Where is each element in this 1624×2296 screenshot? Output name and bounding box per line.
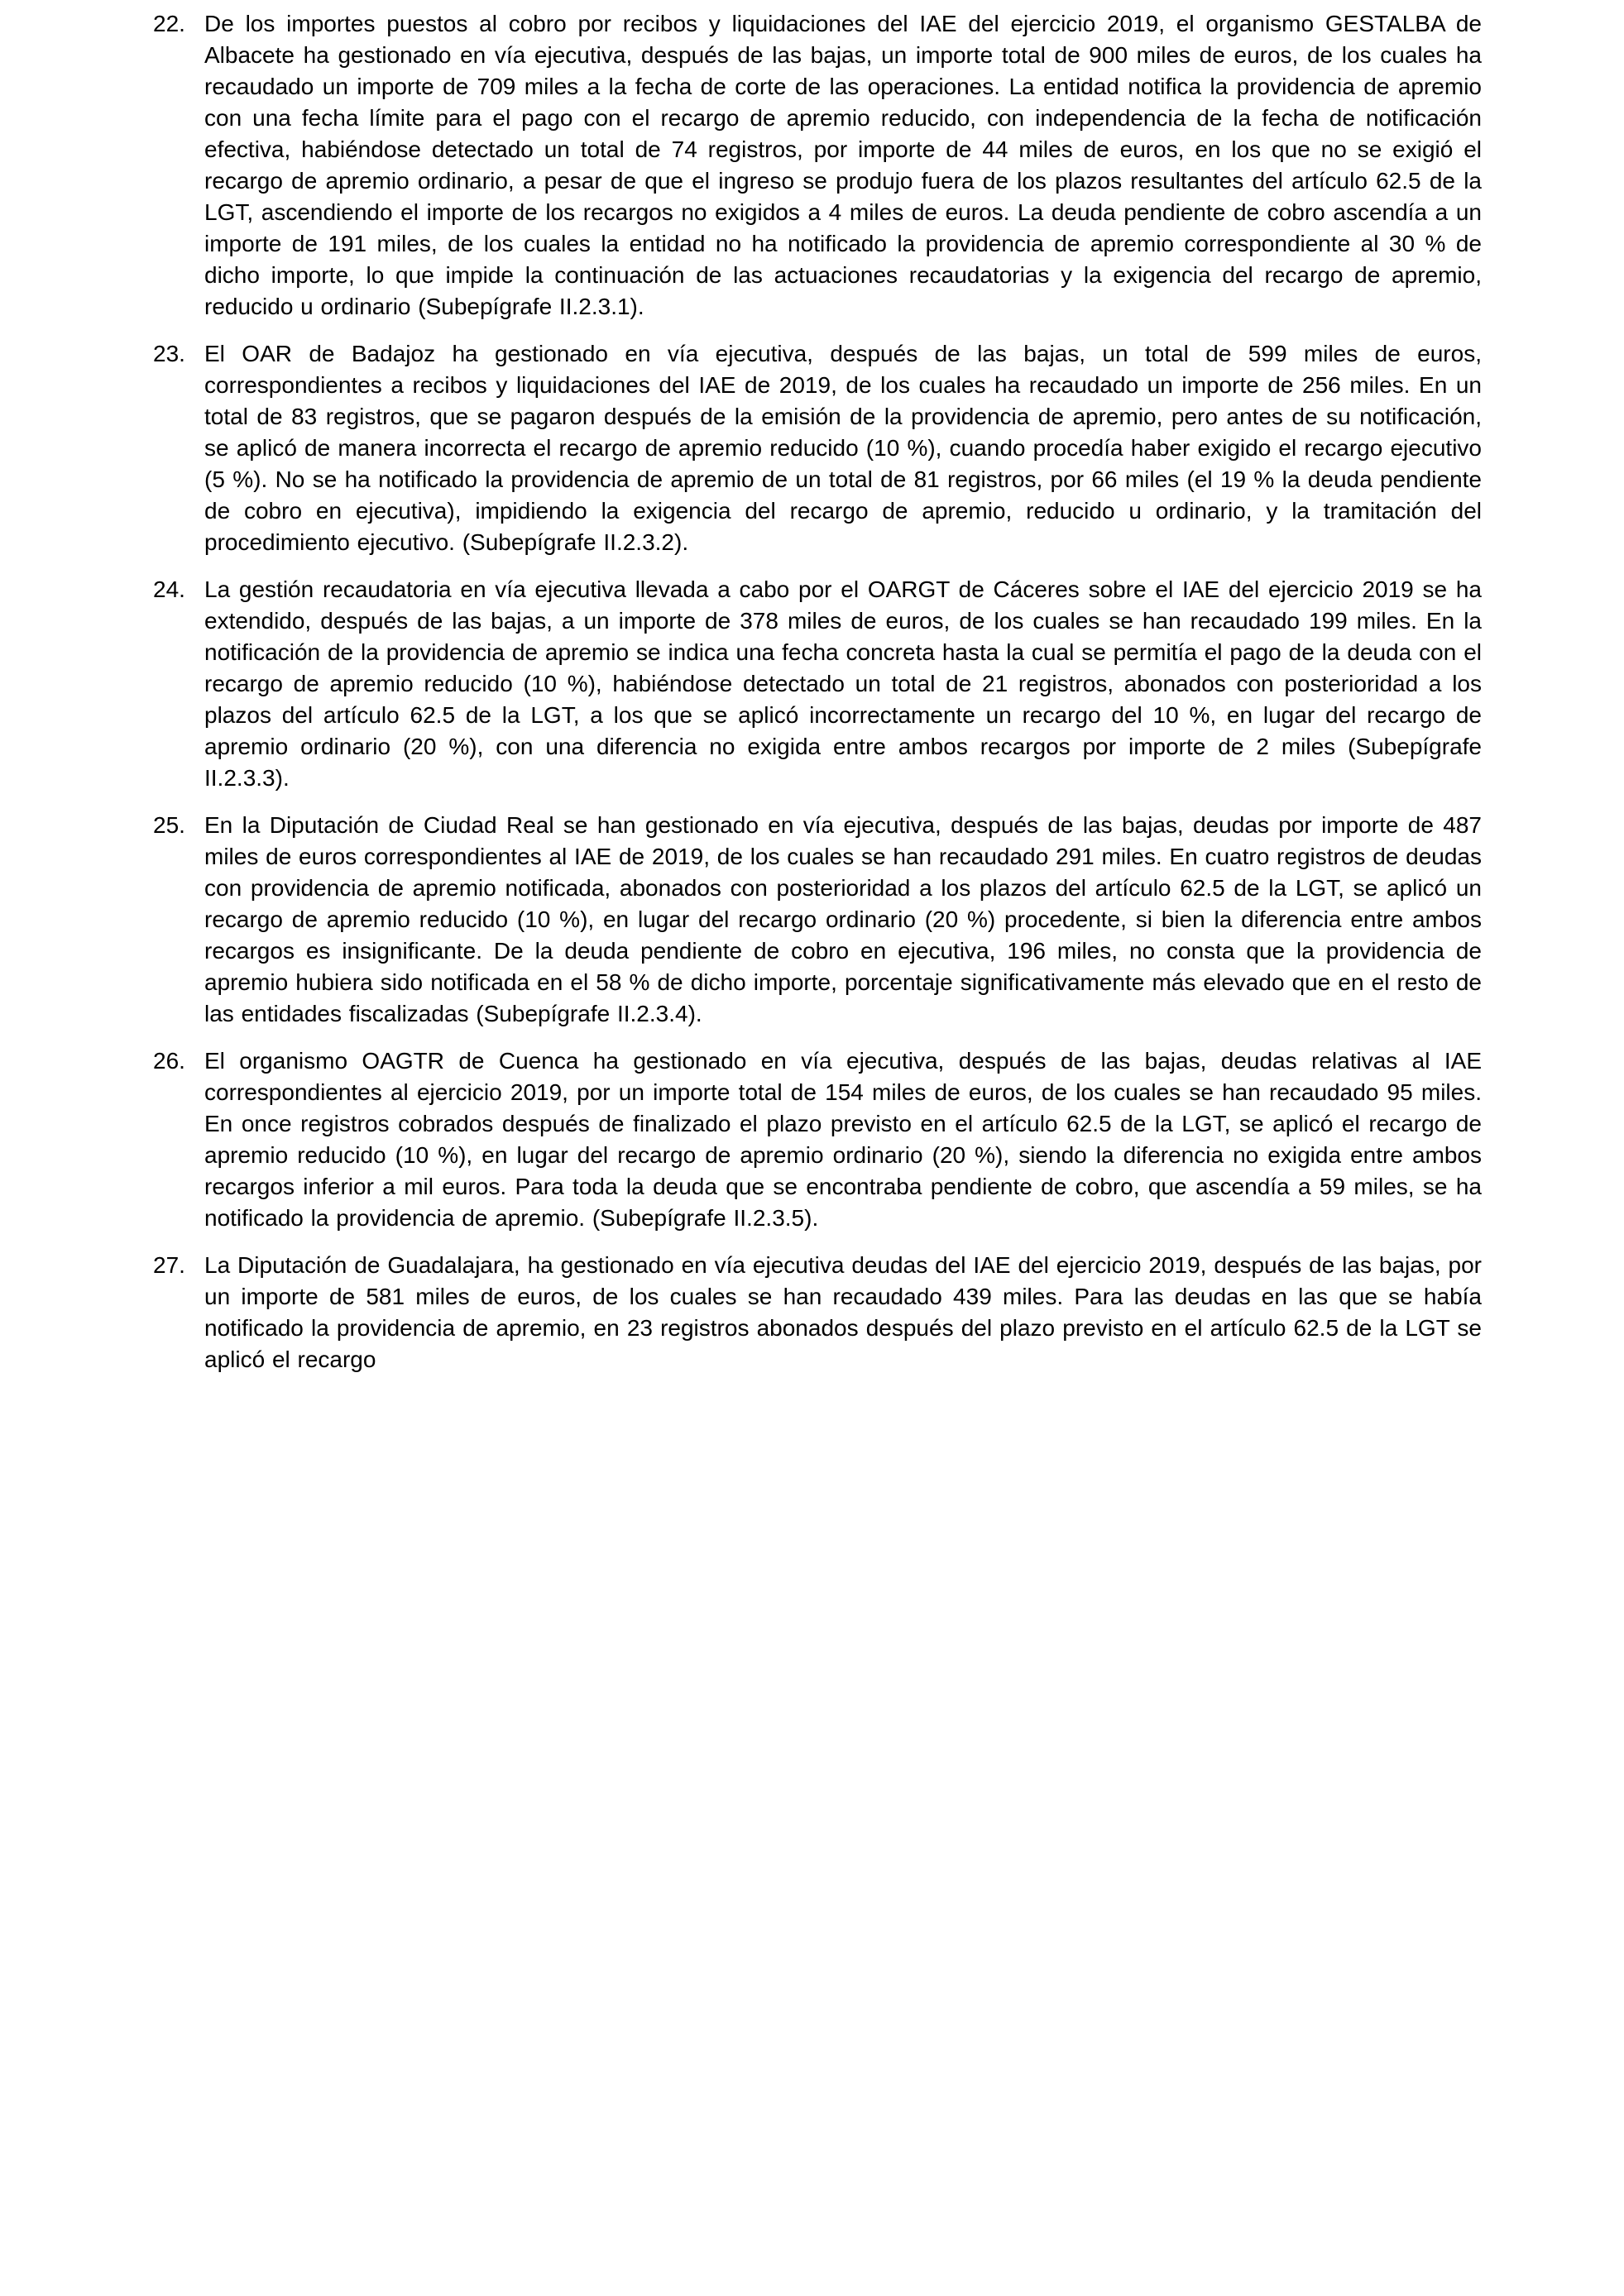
list-item: [153, 338, 1482, 558]
item-number: 24.: [153, 576, 185, 602]
list-item: [153, 1250, 1482, 1375]
item-text: La Diputación de Guadalajara, ha gestionado en vía ejecutiva deudas del IAE del ejercicio 2019, después de las bajas, por un importe de 581 miles de euros, de los cuales se han recaudado 439 miles. Para las deudas en las que se había notificado la providencia de apremio, en 23 registros abonados después del plazo previsto en el artículo 62.5 de la LGT se aplicó el recargo: [204, 1252, 1482, 1372]
item-number: 25.: [153, 812, 185, 838]
item-text: En la Diputación de Ciudad Real se han gestionado en vía ejecutiva, después de las bajas, deudas por importe de 487 miles de euros correspondientes al IAE de 2019, de los cuales se han recaudado 291 miles. En cuatro registros de deudas con providencia de apremio notificada, abonados con posterioridad a los plazos del artículo 62.5 de la LGT, se aplicó un recargo de apremio reducido (10 %), en lugar del recargo ordinario (20 %) procedente, si bien la diferencia entre ambos recargos es insignificante. De la deuda pendiente de cobro en ejecutiva, 196 miles, no consta que la providencia de apremio hubiera sido notificada en el 58 % de dicho importe, porcentaje significativamente más elevado que en el resto de las entidades fiscalizadas (Subepígrafe II.2.3.4).: [204, 812, 1482, 1026]
item-text: La gestión recaudatoria en vía ejecutiva llevada a cabo por el OARGT de Cáceres sobre el IAE del ejercicio 2019 se ha extendido, después de las bajas, a un importe de 378 miles de euros, de los cuales se han recaudado 199 miles. En la notificación de la providencia de apremio se indica una fecha concreta hasta la cual se permitía el pago de la deuda con el recargo de apremio reducido (10 %), habiéndose detectado un total de 21 registros, abonados con posterioridad a los plazos del artículo 62.5 de la LGT, a los que se aplicó incorrectamente un recargo del 10 %, en lugar del recargo de apremio ordinario (20 %), con una diferencia no exigida entre ambos recargos por importe de 2 miles (Subepígrafe II.2.3.3).: [204, 576, 1482, 791]
list-item: [153, 8, 1482, 323]
item-number: 23.: [153, 341, 185, 366]
numbered-list: [153, 8, 1482, 1375]
list-item: [153, 574, 1482, 794]
item-number: 27.: [153, 1252, 185, 1278]
item-text: El OAR de Badajoz ha gestionado en vía ejecutiva, después de las bajas, un total de 599 miles de euros, correspondientes a recibos y liquidaciones del IAE de 2019, de los cuales ha recaudado un importe de 256 miles. En un total de 83 registros, que se pagaron después de la emisión de la providencia de apremio, pero antes de su notificación, se aplicó de manera incorrecta el recargo de apremio reducido (10 %), cuando procedía haber exigido el recargo ejecutivo (5 %). No se ha notificado la providencia de apremio de un total de 81 registros, por 66 miles (el 19 % la deuda pendiente de cobro en ejecutiva), impidiendo la exigencia del recargo de apremio, reducido u ordinario, y la tramitación del procedimiento ejecutivo. (Subepígrafe II.2.3.2).: [204, 341, 1482, 555]
item-number: 22.: [153, 11, 185, 36]
item-text: El organismo OAGTR de Cuenca ha gestionado en vía ejecutiva, después de las bajas, deudas relativas al IAE correspondientes al ejercicio 2019, por un importe total de 154 miles de euros, de los cuales se han recaudado 95 miles. En once registros cobrados después de finalizado el plazo previsto en el artículo 62.5 de la LGT, se aplicó el recargo de apremio reducido (10 %), en lugar del recargo de apremio ordinario (20 %), siendo la diferencia no exigida entre ambos recargos inferior a mil euros. Para toda la deuda que se encontraba pendiente de cobro, que ascendía a 59 miles, se ha notificado la providencia de apremio. (Subepígrafe II.2.3.5).: [204, 1048, 1482, 1231]
item-number: 26.: [153, 1048, 185, 1074]
list-item: [153, 810, 1482, 1030]
list-item: [153, 1045, 1482, 1234]
item-text: De los importes puestos al cobro por recibos y liquidaciones del IAE del ejercicio 2019, el organismo GESTALBA de Albacete ha gestionado en vía ejecutiva, después de las bajas, un importe total de 900 miles de euros, de los cuales ha recaudado un importe de 709 miles a la fecha de corte de las operaciones. La entidad notifica la providencia de apremio con una fecha límite para el pago con el recargo de apremio reducido, con independencia de la fecha de notificación efectiva, habiéndose detectado un total de 74 registros, por importe de 44 miles de euros, en los que no se exigió el recargo de apremio ordinario, a pesar de que el ingreso se produjo fuera de los plazos resultantes del artículo 62.5 de la LGT, ascendiendo el importe de los recargos no exigidos a 4 miles de euros. La deuda pendiente de cobro ascendía a un importe de 191 miles, de los cuales la entidad no ha notificado la providencia de apremio correspondiente al 30 % de dicho importe, lo que impide la continuación de las actuaciones recaudatorias y la exigencia del recargo de apremio, reducido u ordinario (Subepígrafe II.2.3.1).: [204, 11, 1482, 319]
